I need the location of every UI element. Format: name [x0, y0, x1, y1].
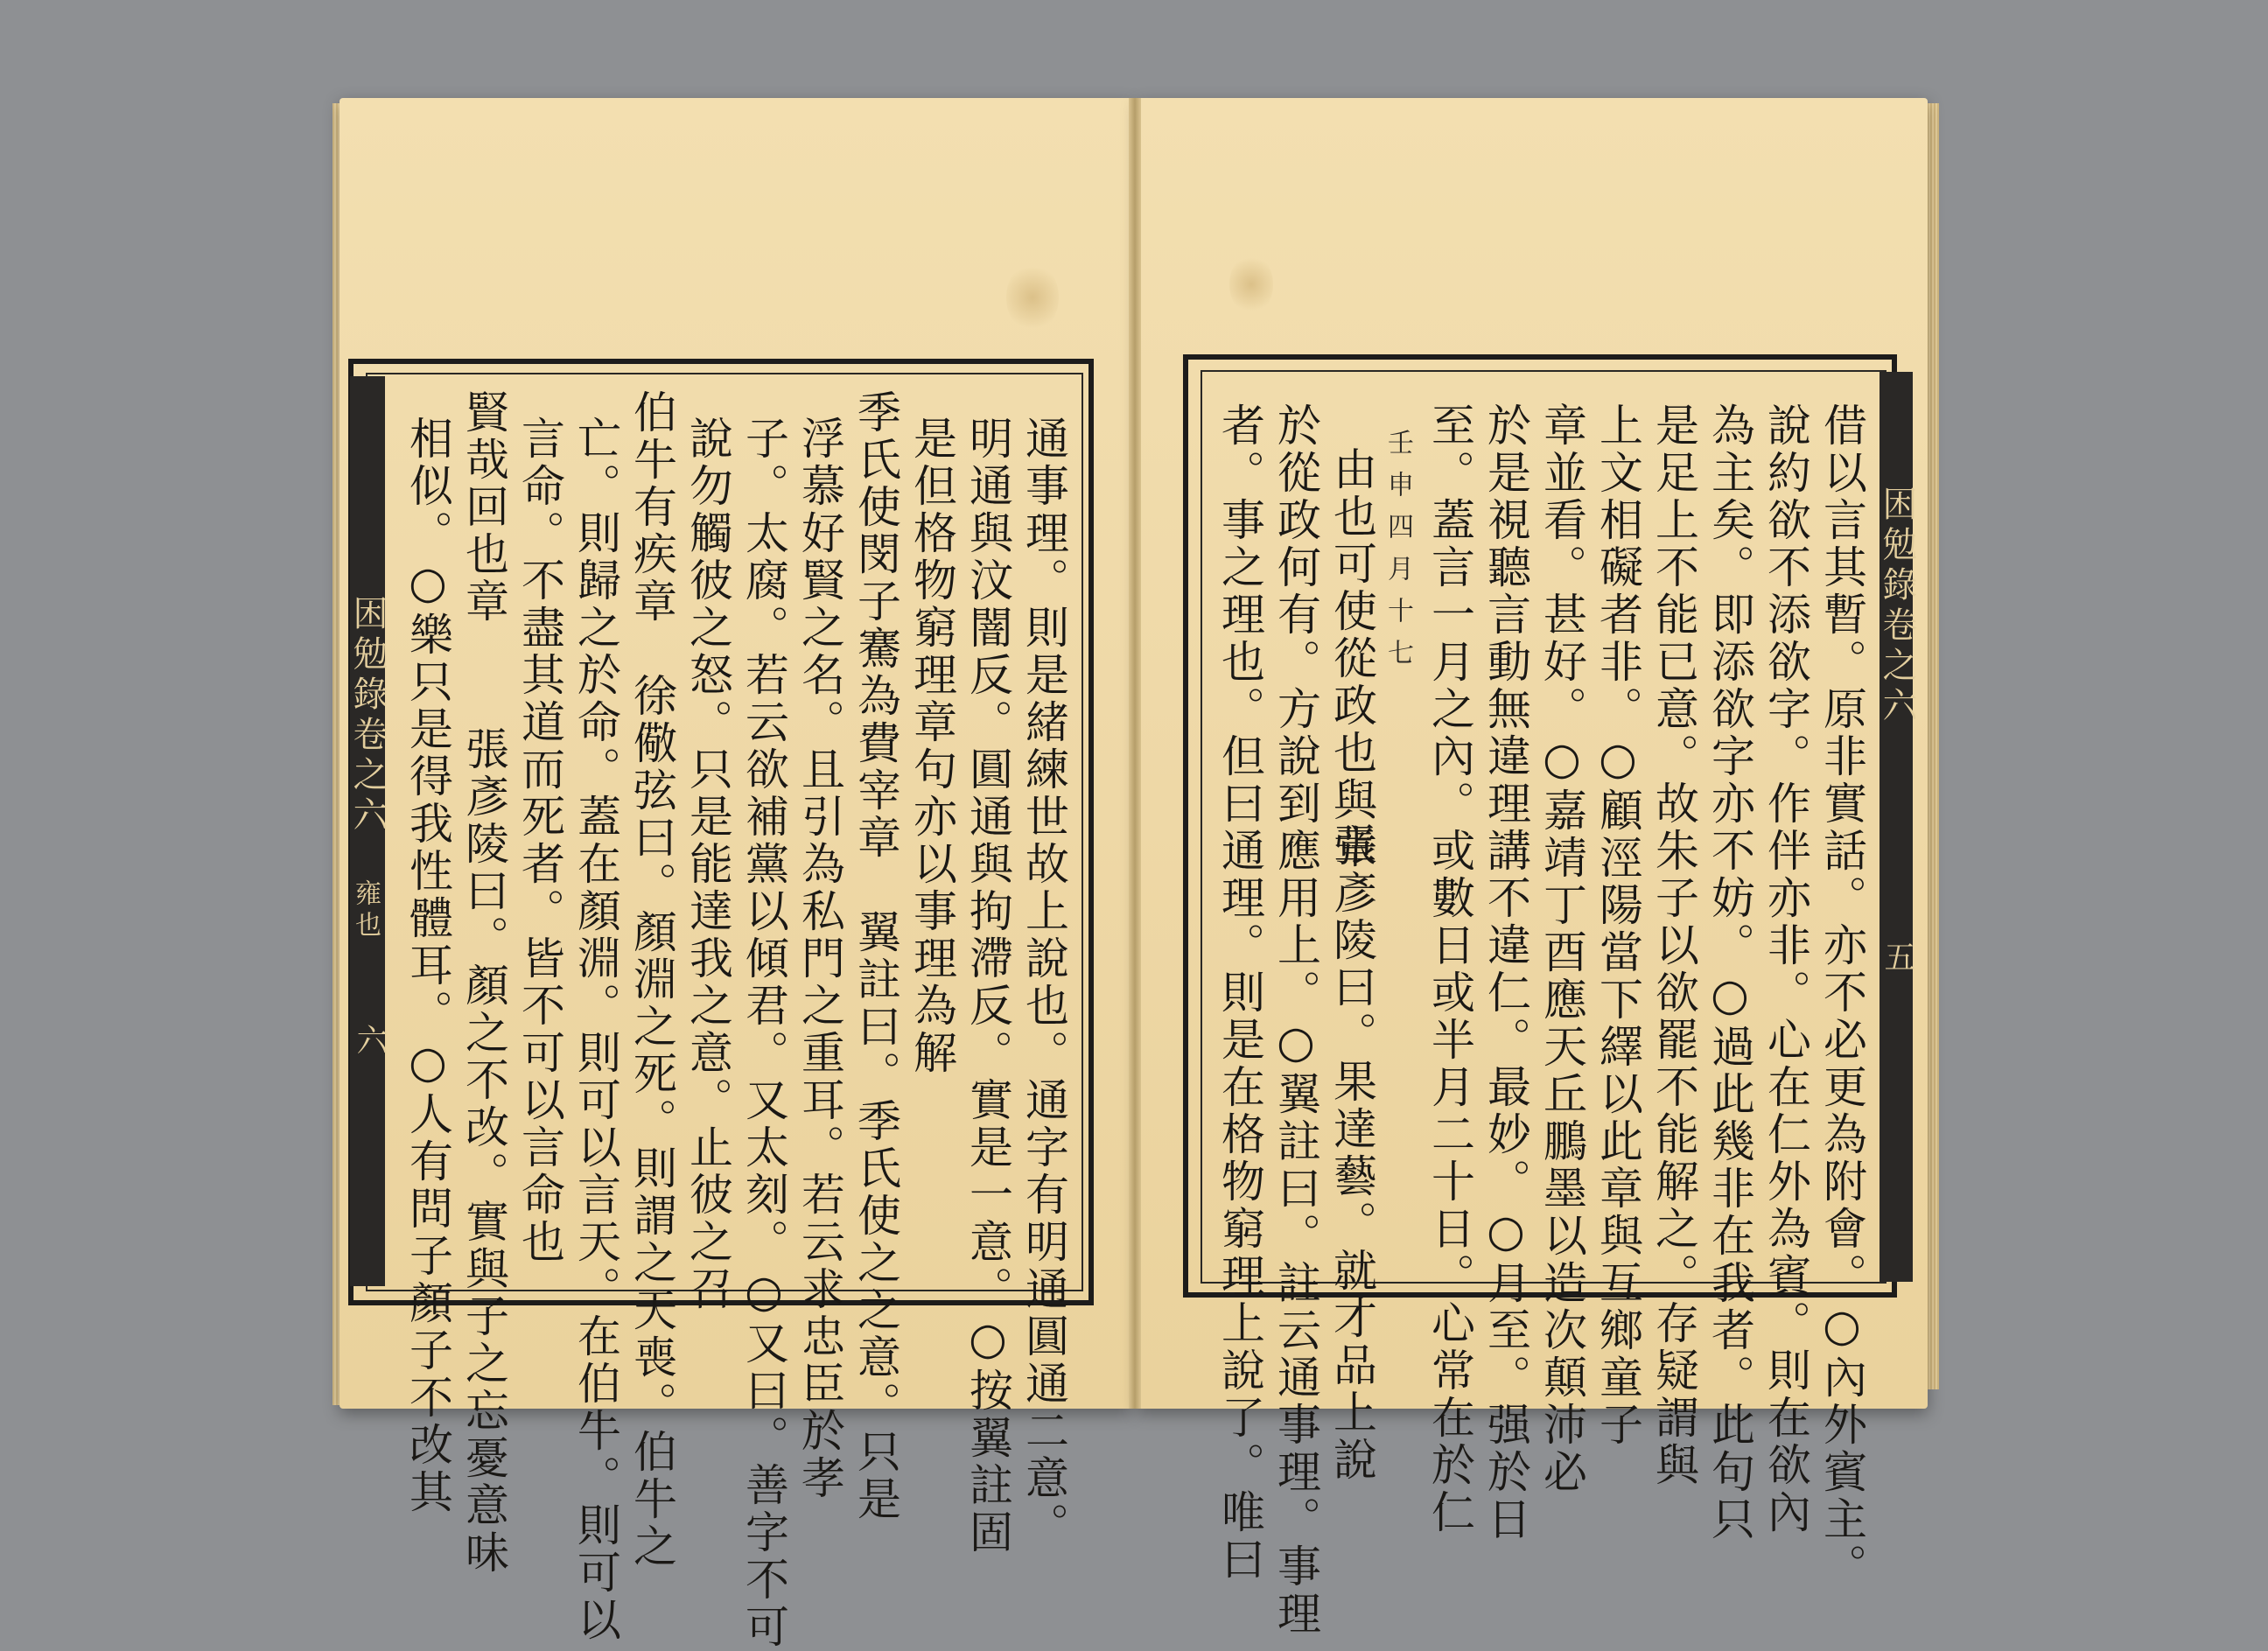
text-column: 於從政何有。方說到應用上。○翼註曰。註云通事理。事理 [1270, 402, 1321, 1638]
text-column: 借以言其暫。原非實話。亦不必更為附會。○內外賓主。 [1816, 402, 1867, 1591]
fold-section: 雍也 [350, 879, 381, 942]
text-column: 季氏使閔子騫為費宰章 翼註曰。季氏使之之意。只是 [850, 389, 901, 1523]
left-fold-column [347, 376, 388, 1286]
text-column: 說勿觸彼之怒。只是能達我之意。止彼之召 [682, 416, 733, 1313]
text-column: 上文相礙者非。○顧涇陽當下繹以此章與互鄉童子 [1592, 402, 1643, 1449]
text-column: 相似。○樂只是得我性體耳。○人有問子顏子不改其 [402, 416, 453, 1516]
text-column: 章並看。甚好。○嘉靖丁酉應天丘鵬墨以造次顛沛必 [1536, 402, 1587, 1496]
text-column: 亡。則歸之於命。蓋在顏淵。則可以言天。在伯牛。則可以 [570, 416, 621, 1644]
fold-page-number: 六 [352, 1024, 388, 1055]
text-column: 是但格物窮理章句亦以事理為解 [906, 416, 957, 1077]
text-column: 張彥陵曰。果達藝。就才品上說 [1326, 822, 1377, 1484]
fold-page-number: 五 [1880, 941, 1915, 972]
book-gutter [1129, 98, 1141, 1409]
text-column: 賢哉回也章 [458, 389, 509, 626]
fold-title: 困勉錄卷之六 [347, 595, 388, 836]
text-column: 通事理。則是緒練世故上說也。通字有明通圓通二意。 [1018, 416, 1069, 1550]
text-column: 張彥陵曰。顏之不改。實與子之忘憂意味 [458, 726, 509, 1577]
text-column: 由也可使從政也與章 [1326, 446, 1377, 871]
text-column: 是足上不能已意。故朱子以欲罷不能解之。存疑謂與 [1648, 402, 1699, 1489]
right-fold-column [1877, 372, 1917, 1282]
text-column: 於是視聽言動無違理講不違仁。最妙。○月至。强於日 [1480, 402, 1531, 1543]
text-column: 浮慕好賢之名。且引為私門之重耳。若云求忠臣於孝 [794, 416, 845, 1502]
text-column: 至。蓋言一月之內。或數日或半月二十日。心常在於仁 [1424, 402, 1475, 1536]
text-column: 言命。不盡其道而死者。皆不可以言命也 [514, 416, 565, 1266]
text-column: 子。太腐。若云欲補黨以傾君。又太刻。○又曰。善字不可 [738, 416, 789, 1651]
paper-stain [1229, 254, 1273, 315]
text-column: 說約欲不添欲字。作伴亦非。心在仁外為賓。則在欲內 [1760, 402, 1811, 1536]
text-column: 為主矣。即添欲字亦不妨。○過此幾非在我者。此句只 [1704, 402, 1755, 1543]
text-column: 明通與汶闇反。圓通與拘滯反。實是一意。○按翼註固 [962, 416, 1013, 1557]
fold-title: 困勉錄卷之六 [1877, 486, 1917, 727]
text-column: 者。事之理也。但曰通理。則是在格物窮理上說了。唯曰 [1214, 402, 1265, 1584]
date-note: 壬申四月十七 [1382, 429, 1413, 681]
text-column: 伯牛有疾章 徐儆弦曰。顏淵之死。則謂之天喪。伯牛之 [626, 389, 677, 1571]
paper-stain [1006, 262, 1059, 332]
